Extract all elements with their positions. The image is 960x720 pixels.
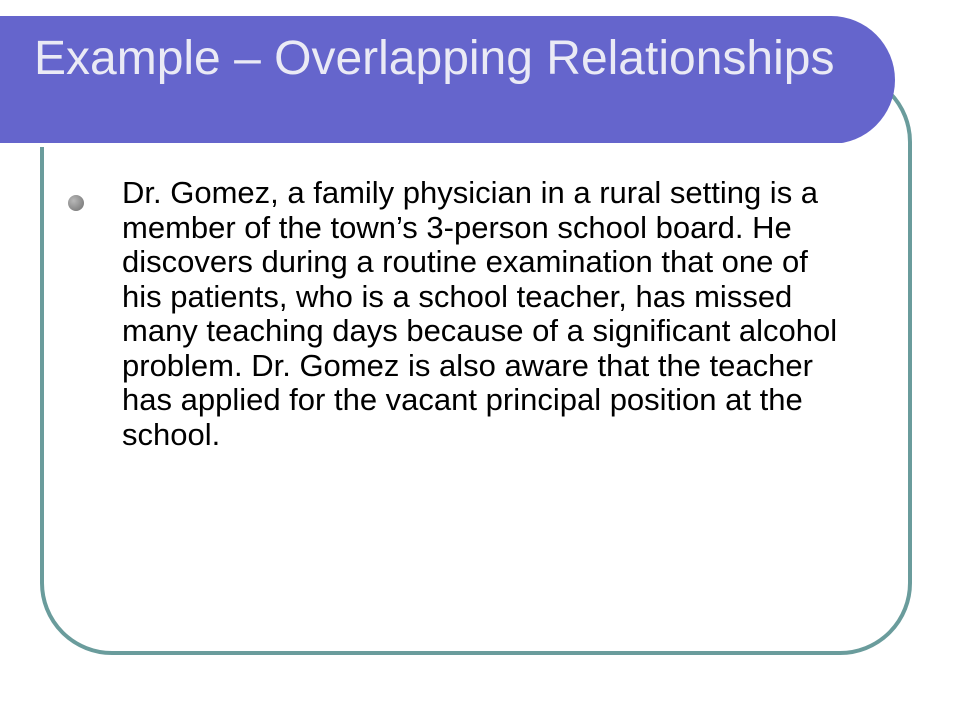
bullet-text: Dr. Gomez, a family physician in a rural setting is a member of the town’s 3-person school board. He discovers during a routine examination that one of his patients, who is a school teacher, has missed many teaching days because of a significant alcohol problem. Dr. Gomez is also aware that the teacher has applied for the vacant principal position at the school.: [122, 175, 838, 452]
bullet-icon: [68, 195, 84, 211]
title-band: [0, 16, 895, 144]
title-underline: [0, 143, 848, 147]
slide-title: Example – Overlapping Relationships: [34, 32, 835, 85]
